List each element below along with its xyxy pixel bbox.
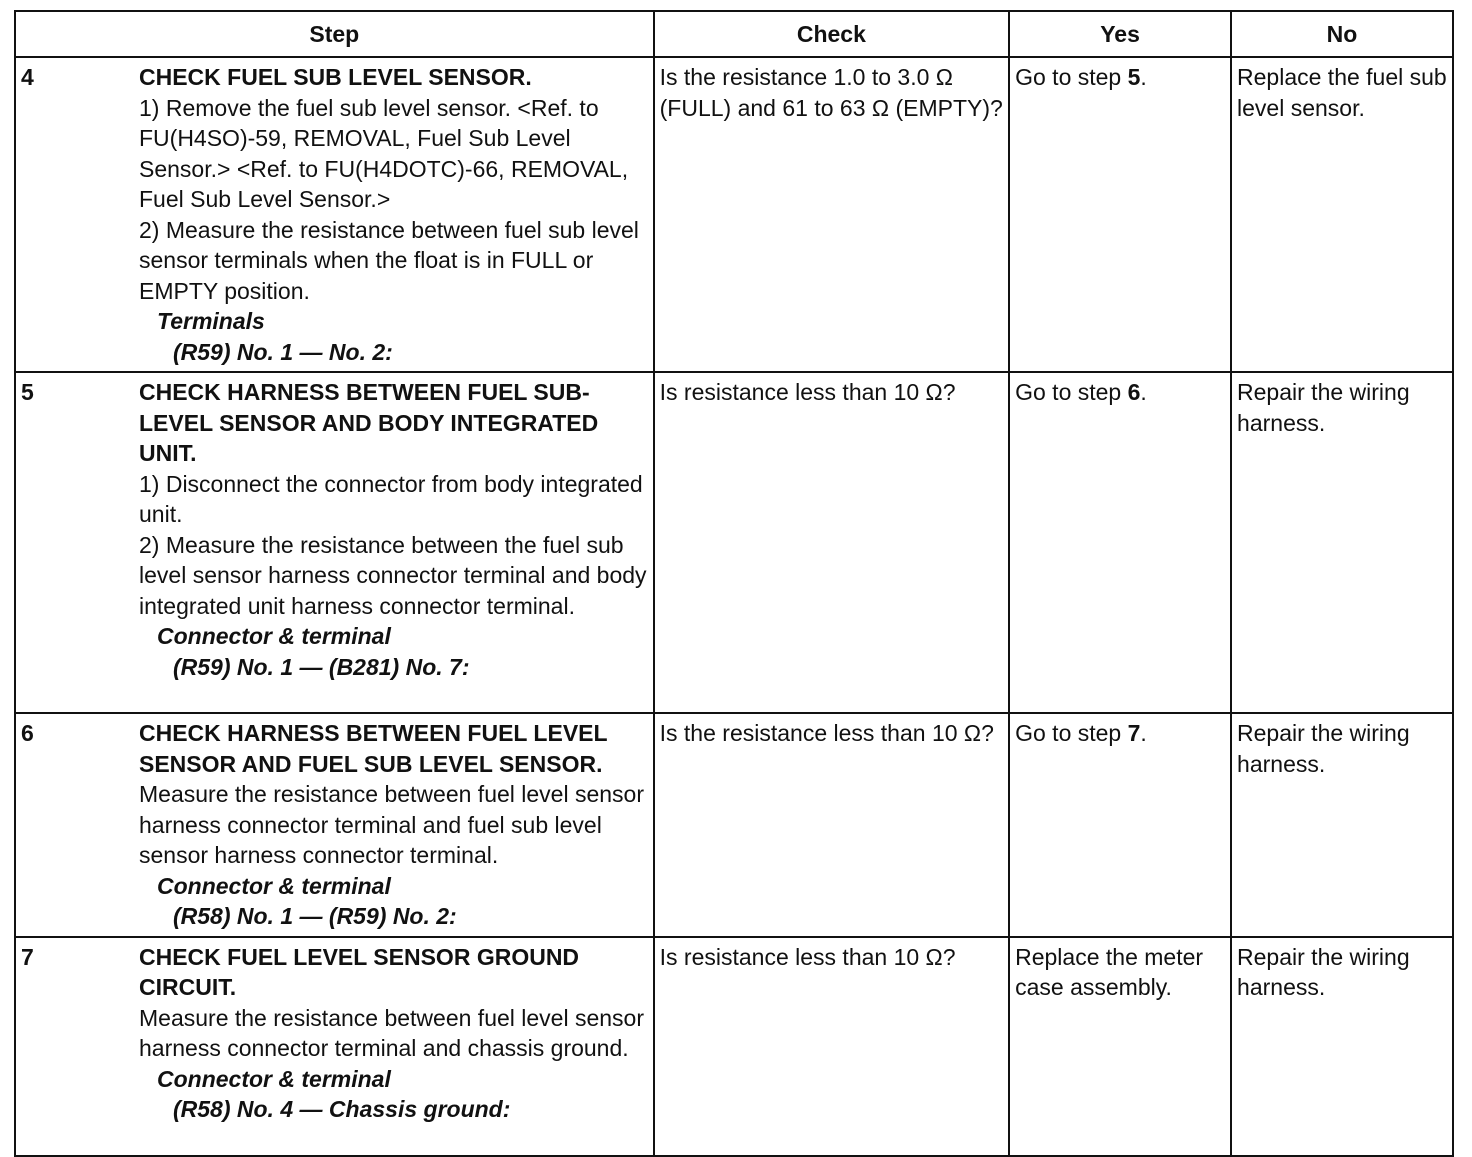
- header-yes: Yes: [1009, 11, 1231, 57]
- step-title: CHECK HARNESS BETWEEN FUEL SUB-LEVEL SENSOR AND BODY INTEGRATED UNIT.: [139, 379, 599, 466]
- step-instruction: Measure the resistance between fuel level sensor harness connector terminal and fuel sub level sensor harness connector terminal.: [139, 781, 645, 868]
- spec-value: (R59) No. 1 — No. 2:: [173, 338, 393, 365]
- check-cell: Is resistance less than 10 Ω?: [654, 372, 1009, 713]
- yes-suffix: .: [1140, 720, 1147, 746]
- step-title: CHECK HARNESS BETWEEN FUEL LEVEL SENSOR AND FUEL SUB LEVEL SENSOR.: [139, 720, 608, 777]
- header-check: Check: [654, 11, 1009, 57]
- spec-label: Connector & terminal: [157, 1065, 391, 1092]
- no-cell: Replace the fuel sub level sensor.: [1231, 57, 1453, 372]
- header-row: [15, 11, 1453, 57]
- table-row: [15, 937, 1453, 1156]
- step-cell: [15, 937, 654, 1156]
- yes-text: Go to step: [1015, 64, 1128, 90]
- step-body: [139, 718, 648, 932]
- yes-suffix: .: [1140, 64, 1147, 90]
- step-instruction: 1) Remove the fuel sub level sensor. <Ref. to FU(H4SO)-59, REMOVAL, Fuel Sub Level Sensor.> <Ref. to FU(H4DOTC)-66, REMOVAL, Fuel Sub Level Sensor.>: [139, 94, 629, 212]
- yes-step-link: 6: [1127, 379, 1141, 405]
- step-number: 5: [21, 379, 34, 405]
- spec-label: Terminals: [157, 308, 265, 334]
- spec-value: (R58) No. 1 — (R59) No. 2:: [173, 903, 457, 929]
- step-instruction: 1) Disconnect the connector from body integrated unit.: [139, 470, 643, 527]
- yes-step-link: 5: [1127, 64, 1141, 90]
- yes-text: Replace the meter case assembly.: [1015, 943, 1204, 1000]
- spec-value: (R59) No. 1 — (B281) No. 7:: [173, 653, 470, 680]
- no-cell: Repair the wiring harness.: [1231, 713, 1453, 937]
- step-body: [139, 62, 648, 367]
- step-instruction: Measure the resistance between fuel level sensor harness connector terminal and chassis ground.: [139, 1004, 645, 1061]
- check-cell: Is the resistance 1.0 to 3.0 Ω (FULL) and 61 to 63 Ω (EMPTY)?: [654, 57, 1009, 372]
- check-cell: Is resistance less than 10 Ω?: [654, 937, 1009, 1156]
- step-cell: [15, 713, 654, 937]
- yes-cell: [1009, 372, 1231, 713]
- spec-value: (R58) No. 4 — Chassis ground:: [173, 1096, 511, 1122]
- no-cell: Repair the wiring harness.: [1231, 937, 1453, 1156]
- step-cell: [15, 372, 654, 713]
- yes-text: Go to step: [1015, 379, 1128, 405]
- yes-suffix: .: [1140, 379, 1147, 405]
- step-title: CHECK FUEL LEVEL SENSOR GROUND CIRCUIT.: [139, 943, 580, 1000]
- step-number: 7: [21, 943, 34, 970]
- step-number: 4: [21, 64, 34, 90]
- table-row: [15, 57, 1453, 372]
- yes-cell: [1009, 57, 1231, 372]
- diagnostic-table: [14, 10, 1454, 1157]
- step-cell: [15, 57, 654, 372]
- yes-text: Go to step: [1015, 720, 1128, 746]
- step-instruction: 2) Measure the resistance between fuel sub level sensor terminals when the float is in FULL or EMPTY position.: [139, 216, 639, 304]
- step-body: [139, 942, 648, 1125]
- yes-cell: [1009, 937, 1231, 1156]
- yes-cell: [1009, 713, 1231, 937]
- step-title: CHECK FUEL SUB LEVEL SENSOR.: [139, 64, 532, 90]
- table-row: [15, 713, 1453, 937]
- spec-label: Connector & terminal: [157, 872, 391, 899]
- yes-step-link: 7: [1127, 720, 1141, 746]
- step-instruction: 2) Measure the resistance between the fuel sub level sensor harness connector terminal and body integrated unit harness connector terminal.: [139, 531, 647, 619]
- header-step: Step: [15, 11, 654, 57]
- header-no: No: [1231, 11, 1453, 57]
- no-cell: Repair the wiring harness.: [1231, 372, 1453, 713]
- step-number: 6: [21, 720, 34, 746]
- step-body: [139, 377, 648, 682]
- table-row: [15, 372, 1453, 713]
- spec-label: Connector & terminal: [157, 623, 391, 649]
- check-cell: Is the resistance less than 10 Ω?: [654, 713, 1009, 937]
